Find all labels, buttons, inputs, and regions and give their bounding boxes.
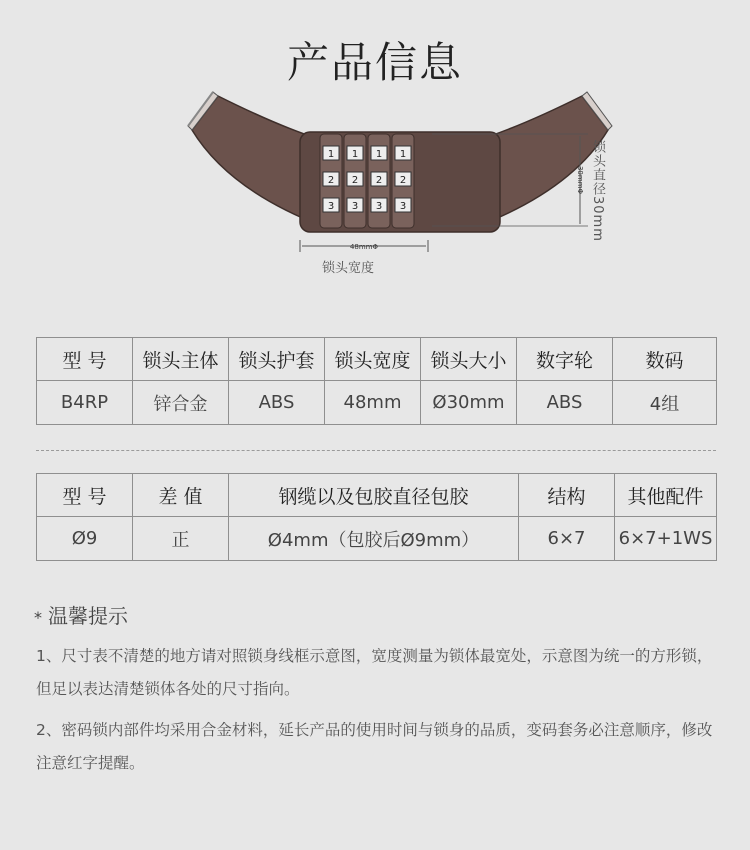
svg-text:2: 2 [399,175,407,186]
table-cell: Ø30mm [421,381,517,425]
svg-text:3: 3 [399,201,407,212]
table-cell: 6×7 [519,517,615,561]
svg-text:3: 3 [327,201,335,212]
table-cell: 正 [133,517,229,561]
divider [36,450,716,451]
diameter-dimension: 30mmΦ [576,165,584,195]
table-cell: 4组 [613,381,717,425]
table-cell: ABS [229,381,325,425]
table-header: 结构 [519,474,615,517]
table-header: 锁头护套 [229,338,325,381]
table-header: 差 值 [133,474,229,517]
table-header: 钢缆以及包胶直径包胶 [229,474,519,517]
table-header: 型 号 [37,474,133,517]
svg-text:1: 1 [399,149,407,160]
svg-text:1: 1 [327,149,335,160]
spec-table-1 [36,337,717,425]
table-cell: 48mm [325,381,421,425]
table-row [37,381,717,425]
table-header: 其他配件 [615,474,717,517]
table-cell: ABS [517,381,613,425]
table-cell: Ø9 [37,517,133,561]
svg-text:2: 2 [351,175,359,186]
table-header: 数字轮 [517,338,613,381]
table-header: 锁头主体 [133,338,229,381]
table-header-row [37,474,717,517]
tips-title: 温馨提示 [48,604,128,628]
table-cell: 6×7+1WS [615,517,717,561]
svg-text:3: 3 [351,201,359,212]
table-header: 锁头宽度 [325,338,421,381]
table-cell: B4RP [37,381,133,425]
svg-text:2: 2 [327,175,335,186]
table-cell: 锌合金 [133,381,229,425]
lock-diagram [180,88,620,288]
table-header: 型 号 [37,338,133,381]
table-row [37,517,717,561]
table-header: 锁头大小 [421,338,517,381]
tip-item-2: 2、密码锁内部件均采用合金材料，延长产品的使用时间与锁身的品质，变码套务必注意顺序，修改注意红字提醒。 [36,721,713,772]
page-title: 产品信息 [286,38,463,87]
svg-text:1: 1 [351,149,359,160]
svg-text:3: 3 [375,201,383,212]
diameter-label: 锁头直径30mm [590,140,605,242]
asterisk-icon: * [34,608,42,627]
table-header: 数码 [613,338,717,381]
table-cell: Ø4mm（包胶后Ø9mm） [229,517,519,561]
width-label: 锁头宽度 [322,261,375,276]
width-dimension: 48mmΦ [349,243,379,251]
tips-heading [34,600,128,629]
spec-table-2 [36,473,717,561]
svg-text:1: 1 [375,149,383,160]
table-header-row [37,338,717,381]
tip-item-1: 1、尺寸表不清楚的地方请对照锁身线框示意图，宽度测量为锁体最宽处，示意图为统一的方形锁，但足以表达清楚锁体各处的尺寸指向。 [36,647,713,698]
svg-text:2: 2 [375,175,383,186]
